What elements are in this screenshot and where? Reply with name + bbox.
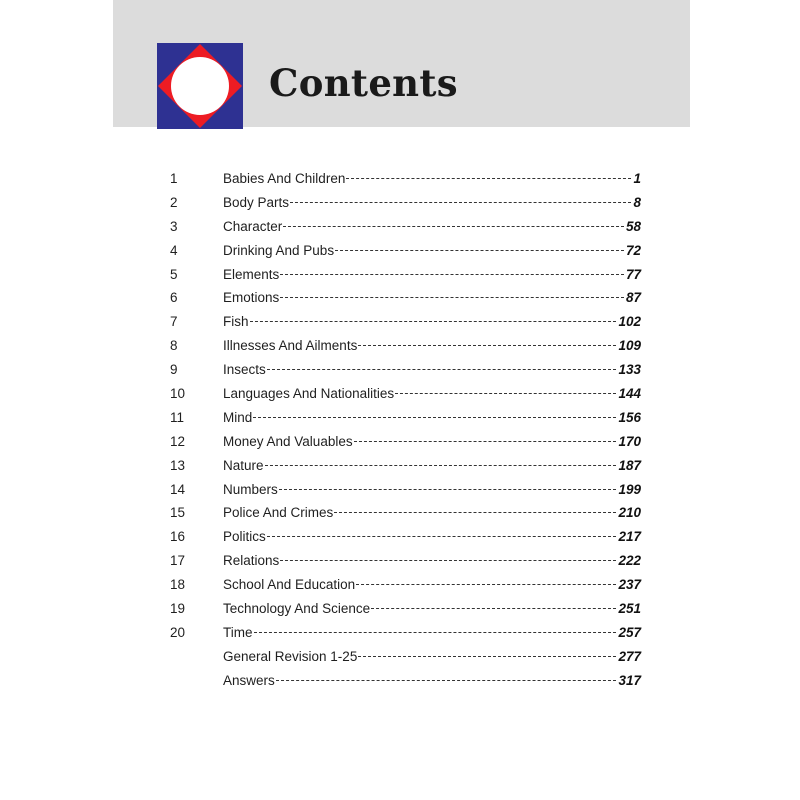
- toc-chapter-number: 9: [170, 362, 178, 378]
- toc-entry: [223, 529, 641, 545]
- toc-row: [113, 311, 690, 335]
- toc-dot-leader: [346, 178, 631, 179]
- toc-entry: [223, 267, 641, 283]
- toc-row: [113, 526, 690, 550]
- toc-chapter-title: Police And Crimes: [223, 505, 334, 521]
- toc-chapter-number: 3: [170, 218, 178, 234]
- toc-chapter-number: 5: [170, 266, 178, 282]
- toc-chapter-number: 16: [170, 529, 186, 545]
- toc-dot-leader: [254, 632, 617, 633]
- toc-entry: [223, 410, 641, 426]
- toc-dot-leader: [267, 369, 617, 370]
- toc-page-number: 257: [618, 624, 641, 640]
- toc-chapter-number: 14: [170, 481, 186, 497]
- toc-chapter-title: Emotions: [223, 290, 280, 306]
- toc-entry: [223, 649, 641, 665]
- toc-chapter-title: Languages And Nationalities: [223, 386, 395, 402]
- toc-entry: [223, 482, 641, 498]
- toc-page-number: 317: [618, 672, 641, 688]
- toc-chapter-number: 8: [170, 338, 178, 354]
- toc-page-number: 102: [618, 314, 641, 330]
- toc-chapter-number: 6: [170, 290, 178, 306]
- toc-chapter-title: Relations: [223, 553, 280, 569]
- toc-page-number: 1: [633, 171, 641, 186]
- toc-row: [113, 622, 690, 646]
- toc-entry: [223, 673, 641, 689]
- toc-chapter-number: 13: [170, 457, 186, 473]
- toc-chapter-number: 15: [170, 505, 186, 521]
- toc-entry: [223, 625, 641, 641]
- toc-page-number: 237: [618, 577, 641, 593]
- toc-chapter-title: Character: [223, 218, 283, 234]
- toc-page-number: 156: [618, 409, 641, 425]
- toc-row: [113, 431, 690, 455]
- toc-chapter-title: Illnesses And Ailments: [223, 338, 358, 354]
- toc-chapter-title: Numbers: [223, 481, 278, 497]
- toc-row: [113, 192, 690, 216]
- toc-row: [113, 240, 690, 264]
- toc-page-number: 133: [618, 362, 641, 378]
- toc-entry: [223, 386, 641, 402]
- toc-chapter-title: School And Education: [223, 577, 356, 593]
- toc-row: [113, 479, 690, 503]
- toc-row: [113, 550, 690, 574]
- toc-dot-leader: [265, 465, 617, 466]
- toc-entry: [223, 171, 641, 187]
- page-title: Contents: [269, 61, 458, 105]
- toc-chapter-number: 19: [170, 601, 186, 617]
- toc-entry: [223, 434, 641, 450]
- toc-dot-leader: [280, 297, 624, 298]
- toc-dot-leader: [276, 680, 617, 681]
- toc-page-number: 109: [618, 338, 641, 354]
- toc-row: [113, 264, 690, 288]
- toc-dot-leader: [356, 584, 616, 585]
- diamond-circle-logo-icon: [157, 43, 243, 129]
- toc-page-number: 251: [618, 601, 641, 617]
- toc-page-number: 72: [625, 242, 641, 258]
- toc-page-number: 8: [633, 194, 641, 210]
- toc-chapter-number: 17: [170, 553, 186, 569]
- toc-chapter-number: 4: [170, 242, 178, 258]
- toc-dot-leader: [371, 608, 616, 609]
- toc-entry: [223, 553, 641, 569]
- toc-dot-leader: [279, 489, 617, 490]
- toc-page-number: 277: [618, 648, 641, 664]
- toc-dot-leader: [253, 417, 616, 418]
- toc-chapter-title: Fish: [223, 314, 249, 330]
- toc-dot-leader: [290, 202, 631, 203]
- toc-dot-leader: [250, 321, 617, 322]
- toc-entry: [223, 338, 641, 354]
- toc-page-number: 77: [625, 266, 641, 282]
- toc-chapter-title: Nature: [223, 457, 264, 473]
- toc-chapter-number: 7: [170, 314, 178, 330]
- toc-chapter-title: Mind: [223, 409, 253, 425]
- toc-row: [113, 359, 690, 383]
- toc-entry: [223, 243, 641, 259]
- toc-page-number: 187: [618, 457, 641, 473]
- toc-entry: [223, 362, 641, 378]
- toc-dot-leader: [280, 560, 616, 561]
- toc-entry: [223, 290, 641, 306]
- toc-dot-leader: [358, 656, 616, 657]
- toc-dot-leader: [283, 226, 624, 227]
- toc-dot-leader: [335, 250, 624, 251]
- toc-entry: [223, 314, 641, 330]
- toc-row: [113, 168, 690, 192]
- toc-dot-leader: [354, 441, 617, 442]
- toc-chapter-title: Time: [223, 624, 253, 640]
- toc-page-number: 87: [625, 290, 641, 306]
- toc-page-number: 144: [618, 386, 641, 402]
- toc-page-number: 210: [618, 505, 641, 521]
- toc-chapter-number: 11: [170, 409, 185, 425]
- toc-row: [113, 502, 690, 526]
- toc-chapter-title: Politics: [223, 529, 266, 545]
- toc-chapter-number: 1: [170, 171, 178, 186]
- toc-page-number: 170: [618, 433, 641, 449]
- toc-entry: [223, 601, 641, 617]
- table-of-contents: [113, 168, 690, 694]
- toc-row: [113, 287, 690, 311]
- toc-chapter-title: Answers: [223, 672, 275, 688]
- toc-dot-leader: [395, 393, 616, 394]
- toc-chapter-title: Insects: [223, 362, 266, 378]
- toc-chapter-title: Body Parts: [223, 194, 290, 210]
- toc-row: [113, 646, 690, 670]
- toc-row: [113, 670, 690, 694]
- toc-dot-leader: [280, 274, 624, 275]
- toc-row: [113, 407, 690, 431]
- toc-chapter-title: Money And Valuables: [223, 433, 353, 449]
- toc-chapter-title: Elements: [223, 266, 280, 282]
- toc-chapter-number: 18: [170, 577, 186, 593]
- toc-entry: [223, 195, 641, 211]
- toc-entry: [223, 577, 641, 593]
- toc-entry: [223, 458, 641, 474]
- toc-entry: [223, 219, 641, 235]
- toc-chapter-number: 20: [170, 624, 186, 640]
- toc-dot-leader: [267, 536, 617, 537]
- toc-row: [113, 216, 690, 240]
- toc-chapter-number: 12: [170, 433, 186, 449]
- toc-page-number: 58: [625, 218, 641, 234]
- toc-row: [113, 335, 690, 359]
- toc-dot-leader: [334, 512, 616, 513]
- toc-page-number: 199: [618, 481, 641, 497]
- contents-page: [113, 0, 690, 800]
- toc-row: [113, 574, 690, 598]
- toc-chapter-title: Babies And Children: [223, 171, 346, 186]
- toc-entry: [223, 505, 641, 521]
- toc-chapter-number: 2: [170, 194, 178, 210]
- toc-chapter-title: Technology And Science: [223, 601, 371, 617]
- toc-row: [113, 598, 690, 622]
- toc-page-number: 222: [618, 553, 641, 569]
- toc-dot-leader: [358, 345, 616, 346]
- toc-chapter-number: 10: [170, 386, 186, 402]
- toc-chapter-title: Drinking And Pubs: [223, 242, 335, 258]
- toc-page-number: 217: [618, 529, 641, 545]
- toc-chapter-title: General Revision 1-25: [223, 648, 358, 664]
- toc-row: [113, 455, 690, 479]
- toc-row: [113, 383, 690, 407]
